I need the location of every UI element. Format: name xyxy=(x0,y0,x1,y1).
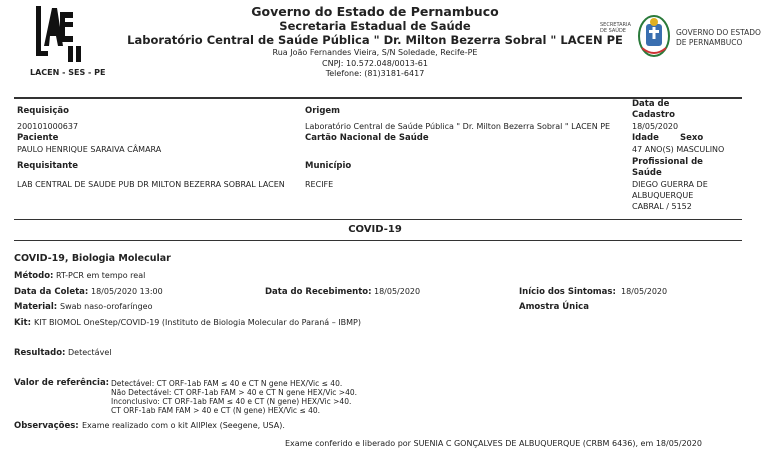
data-cadastro-label-2: Cadastro xyxy=(632,110,675,120)
section-line-top xyxy=(14,219,742,220)
origem-value: Laboratório Central de Saúde Pública " Dr. Milton Bezerra Sobral " LACEN PE xyxy=(305,122,611,131)
header-address: Rua João Fernandes Vieira, S/N Soledade, Recife-PE xyxy=(272,48,478,57)
referencia-label: Valor de referência: xyxy=(14,378,110,388)
idade-sexo-value: 47 ANO(S) MASCULINO xyxy=(632,145,725,154)
referencia-line-1: Detectável: CT ORF-1ab FAM ≤ 40 e CT N gene HEX/Vic ≤ 40. xyxy=(111,379,343,388)
coat-of-arms-icon xyxy=(636,12,672,60)
referencia-line-3: Inconclusivo: CT ORF-1ab FAM ≤ 40 e CT (N gene) HEX/Vic >40. xyxy=(111,397,352,406)
paciente-label: Paciente xyxy=(17,133,59,143)
header-cnpj: CNPJ: 10.572.048/0013-61 xyxy=(322,59,428,68)
sexo-label: Sexo xyxy=(680,133,704,143)
idade-label: Idade xyxy=(632,133,659,143)
recebimento-label: Data do Recebimento: xyxy=(265,287,372,297)
requisicao-value: 200101000637 xyxy=(17,122,79,131)
profissional-label-2: Saúde xyxy=(632,168,662,178)
profissional-value-3: CABRAL / 5152 xyxy=(632,202,692,211)
municipio-value: RECIFE xyxy=(305,180,334,189)
requisitante-value: LAB CENTRAL DE SAUDE PUB DR MILTON BEZERRA SOBRAL LACEN xyxy=(17,180,285,189)
observacoes-label: Observações: xyxy=(14,421,79,431)
cns-label: Cartão Nacional de Saúde xyxy=(305,133,429,143)
header-line-2: Secretaria Estadual de Saúde xyxy=(279,19,471,33)
resultado-label: Resultado: xyxy=(14,348,66,358)
requisitante-label: Requisitante xyxy=(17,161,79,171)
header-phone: Telefone: (81)3181-6417 xyxy=(325,69,425,78)
government-logo xyxy=(600,12,761,62)
exam-title: COVID-19, Biologia Molecular xyxy=(14,253,171,264)
coleta-value: 18/05/2020 13:00 xyxy=(91,287,163,296)
metodo-value: RT-PCR em tempo real xyxy=(56,271,146,280)
kit-value: KIT BIOMOL OneStep/COVID-19 (Instituto de Biologia Molecular do Paraná – IBMP) xyxy=(34,318,361,327)
amostra-label: Amostra Única xyxy=(519,302,589,312)
material-label: Material: xyxy=(14,302,58,312)
sintomas-label: Início dos Sintomas: xyxy=(519,287,616,297)
lacen-logo-text: LACEN - SES - PE xyxy=(30,68,106,77)
profissional-label-1: Profissional de xyxy=(632,157,703,167)
origem-label: Origem xyxy=(305,106,341,116)
municipio-label: Município xyxy=(305,161,352,171)
government-logo-text-2: DE PERNAMBUCO xyxy=(676,38,743,47)
recebimento-value: 18/05/2020 xyxy=(374,287,421,296)
referencia-line-2: Não Detectável: CT ORF-1ab FAM > 40 e CT N gene HEX/Vic >40. xyxy=(111,388,358,397)
profissional-value-1: DIEGO GUERRA DE xyxy=(632,180,708,189)
paciente-value: PAULO HENRIQUE SARAIVA CÂMARA xyxy=(17,145,162,154)
resultado-value: Detectável xyxy=(68,348,112,357)
coleta-label: Data da Coleta: xyxy=(14,287,89,297)
footer-release: Exame conferido e liberado por SUENIA C GONÇALVES DE ALBUQUERQUE (CRBM 6436), em 18/05/2020 xyxy=(285,439,702,448)
metodo-label: Método: xyxy=(14,271,54,281)
government-logo-text-1: GOVERNO DO ESTADO xyxy=(676,28,761,37)
header-line-3: Laboratório Central de Saúde Pública " Dr. Milton Bezerra Sobral " LACEN PE xyxy=(127,33,623,47)
sintomas-value: 18/05/2020 xyxy=(621,287,668,296)
referencia-line-4: CT ORF-1ab FAM FAM > 40 e CT (N gene) HEX/Vic ≤ 40. xyxy=(111,406,321,415)
observacoes-value: Exame realizado com o kit AllPlex (Seegene, USA). xyxy=(82,421,285,430)
government-logo-small-text: SECRETARIA DE SAÚDE xyxy=(600,22,631,34)
section-line-bottom xyxy=(14,240,742,241)
data-cadastro-label-1: Data de xyxy=(632,99,670,109)
material-value: Swab naso-orofaríngeo xyxy=(60,302,153,311)
requisicao-label: Requisição xyxy=(17,106,69,116)
section-title: COVID-19 xyxy=(348,224,402,235)
header-line-1: Governo do Estado de Pernambuco xyxy=(251,4,499,19)
kit-label: Kit: xyxy=(14,318,31,328)
data-cadastro-value: 18/05/2020 xyxy=(632,122,679,131)
profissional-value-2: ALBUQUERQUE xyxy=(632,191,694,200)
